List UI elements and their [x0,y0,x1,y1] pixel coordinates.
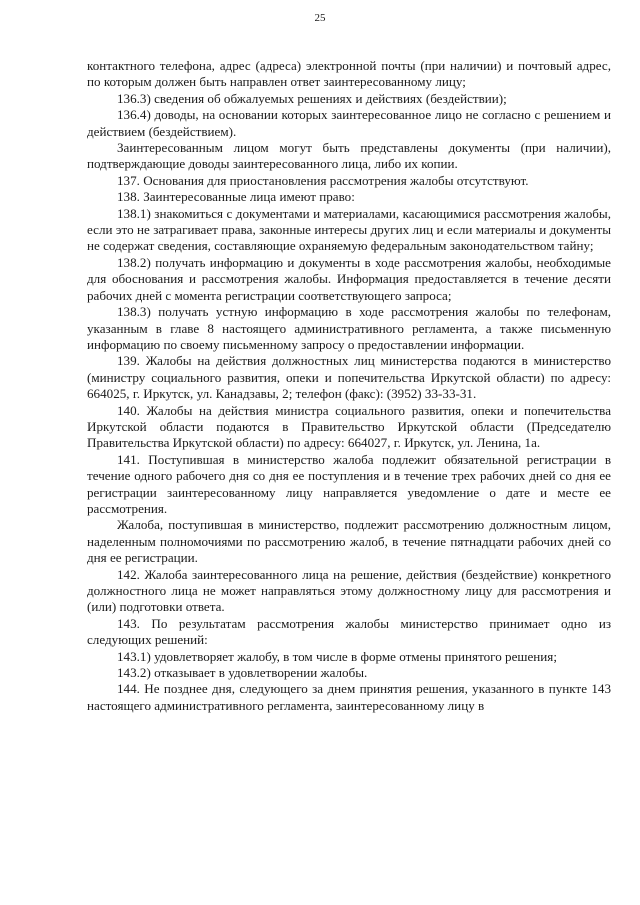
paragraph-138-3: 138.3) получать устную информацию в ходе рассмотрения жалобы по телефонам, указанным в главе 8 настоящего административного регламента, а также письменную информацию по своему письменному запросу о предоставлении информации. [87,304,611,352]
document-body [87,58,611,714]
paragraph-complaint-review: Жалоба, поступившая в министерство, подлежит рассмотрению должностным лицом, наделенным полномочиями по рассмотрению жалоб, в течение пятнадцати рабочих дней со дня ее регистрации. [87,517,611,566]
paragraph-140: 140. Жалобы на действия министра социального развития, опеки и попечительства Иркутской области подаются в Правительство Иркутской области (Председателю Правительства Иркутской области) по адресу: 664027, г. Иркутск, ул. Ленина, 1а. [87,402,611,451]
paragraph-141: 141. Поступившая в министерство жалоба подлежит обязательной регистрации в течение одного рабочего дня со дня ее поступления и в течение трех рабочих дней со дня ее регистрации заинтересованному лицу направляется уведомление о дате и месте ее рассмотрения. [87,451,611,516]
paragraph-138-2: 138.2) получать информацию и документы в ходе рассмотрения жалобы, необходимые для обоснования и рассмотрения жалобы. Информация предоставляется в течение десяти рабочих дней с момента регистрации соответствующего запроса; [87,254,611,303]
paragraph-documents: Заинтересованным лицом могут быть представлены документы (при наличии), подтверждающие доводы заинтересованного лица, либо их копии. [87,140,611,172]
paragraph-136-3: 136.3) сведения об обжалуемых решениях и действиях (бездействии); [117,90,507,106]
paragraph-139: 139. Жалобы на действия должностных лиц министерства подаются в министерство (министру социального развития, опеки и попечительства Иркутской области) по адресу: 664025, г. Иркутск, ул. Канадзавы, 2; телефон (факс): (3952) 33-33-31. [87,353,611,402]
paragraph-137: 137. Основания для приостановления рассмотрения жалобы отсутствуют. [117,172,529,188]
paragraph-138: 138. Заинтересованные лица имеют право: [117,189,355,205]
paragraph-143-1: 143.1) удовлетворяет жалобу, в том числе в форме отмены принятого решения; [117,648,557,664]
paragraph-continuation: контактного телефона, адрес (адреса) электронной почты (при наличии) и почтовый адрес, по которым должен быть направлен ответ заинтересованному лицу; [87,58,611,90]
paragraph-138-1: 138.1) знакомиться с документами и материалами, касающимися рассмотрения жалобы, если это не затрагивает права, законные интересы других лиц и если материалы и документы не содержат сведения, составляющие охраняемую федеральным законодательством тайну; [87,205,611,254]
paragraph-142: 142. Жалоба заинтересованного лица на решение, действия (бездействие) конкретного должностного лица не может направляться этому должностному лицу для рассмотрения и (или) подготовки ответа. [87,566,611,615]
paragraph-143-2: 143.2) отказывает в удовлетворении жалобы. [117,665,368,681]
paragraph-144: 144. Не позднее дня, следующего за днем принятия решения, указанного в пункте 143 настоящего административного регламента, заинтересованному лицу в [87,681,611,713]
paragraph-136-4: 136.4) доводы, на основании которых заинтересованное лицо не согласно с решением и действием (бездействием). [87,107,611,139]
page-number: 25 [314,12,326,24]
paragraph-143: 143. По результатам рассмотрения жалобы министерство принимает одно из следующих решений: [87,615,611,648]
